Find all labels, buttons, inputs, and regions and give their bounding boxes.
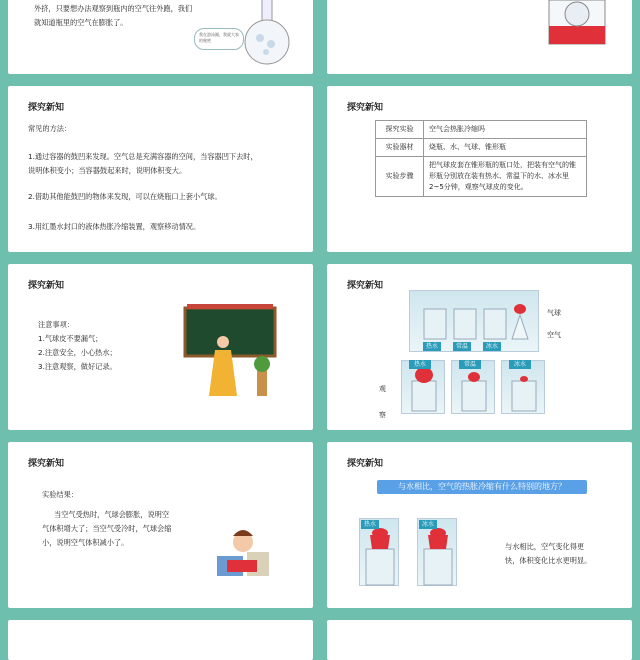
table-value: 烧瓶、水、气球、锥形瓶: [424, 139, 587, 157]
slide3-method1a: 1.通过容器的鼓凹来发现。空气总是充满容器的空间，当容器凹下去时，: [28, 152, 258, 161]
slide-2[interactable]: [327, 0, 632, 74]
label-air: 空气: [547, 331, 561, 339]
slide1-line2: 就知道瓶里的空气在膨胀了。: [34, 18, 128, 27]
tag-ice-2: 冰水: [509, 360, 531, 369]
slide-3[interactable]: [8, 86, 313, 252]
tag-normal-2: 常温: [459, 360, 481, 369]
tag-normal: 常温: [453, 342, 471, 351]
table-value: 把气球皮套在锥形瓶的瓶口处，把装有空气的锥形瓶分别放在装有热水、常温下的水、冰水里2~5分钟，观察气球皮的变化。: [424, 157, 587, 197]
slide-6[interactable]: [327, 264, 632, 430]
tag-ice-3: 冰水: [419, 520, 437, 529]
slide7-result3: 小，说明空气体积减小了。: [42, 538, 129, 547]
tag-hot: 热水: [423, 342, 441, 351]
table-row: [376, 157, 587, 197]
slide7-result2: 气体积增大了；当空气受冷时，气球会缩: [42, 524, 172, 533]
label-observe: 观察: [379, 385, 386, 419]
beaker-illustration: [537, 0, 617, 52]
slide5-heading: 注意事项：: [38, 320, 74, 329]
question-banner: 与水相比，空气的热胀冷缩有什么特别的地方？: [377, 480, 587, 494]
table-value: 空气会热胀冷缩吗: [424, 121, 587, 139]
slide1-line1: 外挤，只要想办法观察到瓶内的空气往外跑，我们: [34, 4, 193, 13]
slide-8[interactable]: [327, 442, 632, 608]
slide4-title: 探究新知: [347, 103, 384, 113]
teacher-blackboard-illustration: [183, 304, 283, 399]
label-balloon: 气球: [547, 309, 561, 317]
slide8-answer1: 与水相比，空气变化得更: [505, 542, 585, 551]
slide3-intro: 常见的方法：: [28, 124, 72, 133]
slide3-method3: 3.用红墨水封口的液体热胀冷缩装置，观察移动情况。: [28, 222, 201, 231]
slide-7[interactable]: [8, 442, 313, 608]
slide-9[interactable]: [8, 620, 313, 660]
slide5-note2: 2.注意安全，小心热水；: [38, 348, 117, 357]
table-row: [376, 121, 587, 139]
slide3-method1b: 说明体积变小；当容器鼓起来时，说明体积变大。: [28, 166, 187, 175]
slide5-note1: 1.气球皮不要漏气；: [38, 334, 103, 343]
slide-10[interactable]: [327, 620, 632, 660]
slide5-title: 探究新知: [28, 281, 65, 291]
slide-4[interactable]: [327, 86, 632, 252]
table-key: 探究实验: [376, 121, 424, 139]
experiment-table: [375, 120, 587, 197]
slide8-title: 探究新知: [347, 459, 384, 469]
slide8-answer2: 快，体积变化比水更明显。: [505, 556, 592, 565]
slide3-method2: 2.借助其他能鼓凹的物体来发现，可以在烧瓶口上套小气球。: [28, 192, 222, 201]
table-row: [376, 139, 587, 157]
tag-ice: 冰水: [483, 342, 501, 351]
tag-hot-2: 热水: [409, 360, 431, 369]
tag-hot-3: 热水: [361, 520, 379, 529]
slide6-title: 探究新知: [347, 281, 384, 291]
slide7-heading: 实验结果：: [42, 490, 78, 499]
slide3-title: 探究新知: [28, 103, 65, 113]
slide-5[interactable]: [8, 264, 313, 430]
table-key: 实验器材: [376, 139, 424, 157]
speech-bubble: 我在游泳圈，我就大家的秘密: [194, 28, 244, 50]
slide7-title: 探究新知: [28, 459, 65, 469]
slide-1[interactable]: [8, 0, 313, 74]
flask-illustration: [238, 0, 298, 72]
table-key: 实验步骤: [376, 157, 424, 197]
reading-boy-illustration: [213, 522, 273, 582]
slide7-result1: 当空气受热时，气球会膨胀，说明空: [54, 510, 170, 519]
slide5-note3: 3.注意观察，做好记录。: [38, 362, 117, 371]
